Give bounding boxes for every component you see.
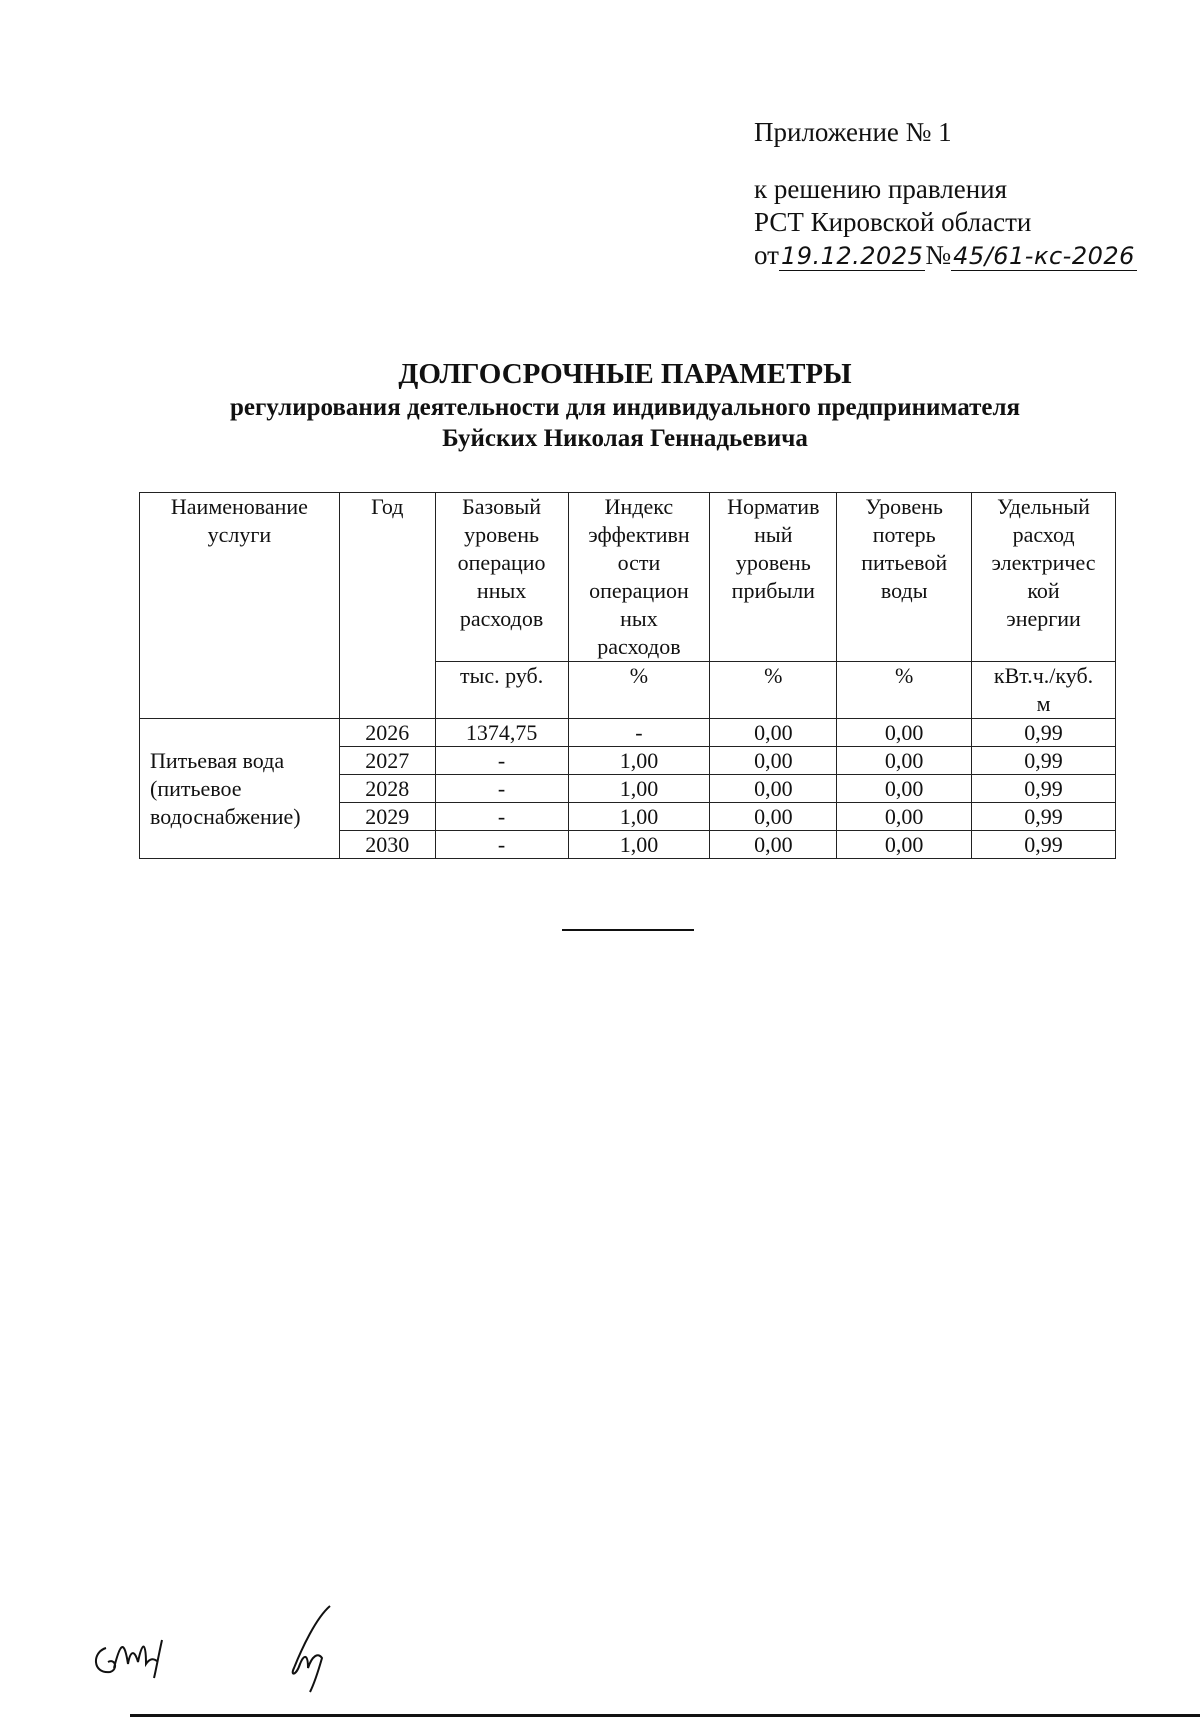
table-cell: 2026: [339, 719, 435, 747]
table-cell: 0,99: [972, 747, 1116, 775]
table-cell: -: [435, 775, 568, 803]
table-cell: 0,00: [837, 775, 972, 803]
header-block: [754, 116, 1137, 273]
date-number-line: [754, 239, 1137, 273]
column-header: Норматив ный уровень прибыли: [710, 493, 837, 662]
table-cell: 0,99: [972, 831, 1116, 859]
table-cell: 0,00: [710, 831, 837, 859]
column-header: Удельный расход электричес кой энергии: [972, 493, 1116, 662]
signature-scribble-icon: [88, 1618, 198, 1688]
table-cell: 1,00: [568, 803, 710, 831]
unit-cell: тыс. руб.: [435, 662, 568, 719]
service-name-cell: Питьевая вода (питьевое водоснабжение): [140, 719, 340, 859]
table-header-row: [140, 493, 1116, 662]
parameters-table: [139, 492, 1116, 859]
appendix-label: Приложение № 1: [754, 117, 952, 147]
initials-signature-right: [272, 1598, 352, 1698]
unit-cell: %: [710, 662, 837, 719]
page-edge-line: [130, 1714, 1200, 1717]
table-cell: 0,00: [837, 803, 972, 831]
table-cell: 0,99: [972, 775, 1116, 803]
table-cell: -: [568, 719, 710, 747]
number-prefix: №: [925, 240, 952, 270]
table-cell: 2030: [339, 831, 435, 859]
closing-divider: [562, 929, 694, 931]
table-cell: 0,00: [710, 719, 837, 747]
handwritten-date: 19.12.2025: [780, 242, 924, 270]
title-main: ДОЛГОСРОЧНЫЕ ПАРАМЕТРЫ: [398, 358, 852, 390]
table-cell: 2029: [339, 803, 435, 831]
initials-signature-left: [88, 1618, 198, 1688]
column-header: Наименование услуги: [140, 493, 340, 719]
table-cell: 0,00: [710, 747, 837, 775]
unit-cell: %: [837, 662, 972, 719]
table-cell: -: [435, 831, 568, 859]
signature-scribble-icon: [272, 1598, 352, 1698]
date-prefix: от: [754, 240, 779, 270]
table-cell: 1,00: [568, 775, 710, 803]
table-cell: 0,00: [837, 831, 972, 859]
table-cell: -: [435, 803, 568, 831]
unit-cell: кВт.ч./куб. м: [972, 662, 1116, 719]
table-cell: 0,00: [710, 803, 837, 831]
document-title: [0, 356, 1200, 454]
table-cell: 0,00: [710, 775, 837, 803]
handwritten-number: 45/61-кс-2026: [953, 242, 1135, 270]
column-header: Год: [339, 493, 435, 719]
table-cell: 1,00: [568, 831, 710, 859]
column-header: Уровень потерь питьевой воды: [837, 493, 972, 662]
table-row: [140, 719, 1116, 747]
table-cell: 1,00: [568, 747, 710, 775]
title-sub2: Буйских Николая Геннадьевича: [442, 425, 808, 452]
table-cell: 0,99: [972, 803, 1116, 831]
table-cell: 0,00: [837, 719, 972, 747]
table-cell: 0,00: [837, 747, 972, 775]
table-cell: 1374,75: [435, 719, 568, 747]
table-cell: 2028: [339, 775, 435, 803]
column-header: Базовый уровень операцио нных расходов: [435, 493, 568, 662]
table-cell: 2027: [339, 747, 435, 775]
unit-cell: %: [568, 662, 710, 719]
table-cell: 0,99: [972, 719, 1116, 747]
decision-line: к решению правления: [754, 174, 1008, 204]
column-header: Индекс эффективн ости операцион ных расходов: [568, 493, 710, 662]
title-sub1: регулирования деятельности для индивидуального предпринимателя: [229, 394, 1021, 421]
table-cell: -: [435, 747, 568, 775]
authority-line: РСТ Кировской области: [754, 207, 1032, 237]
